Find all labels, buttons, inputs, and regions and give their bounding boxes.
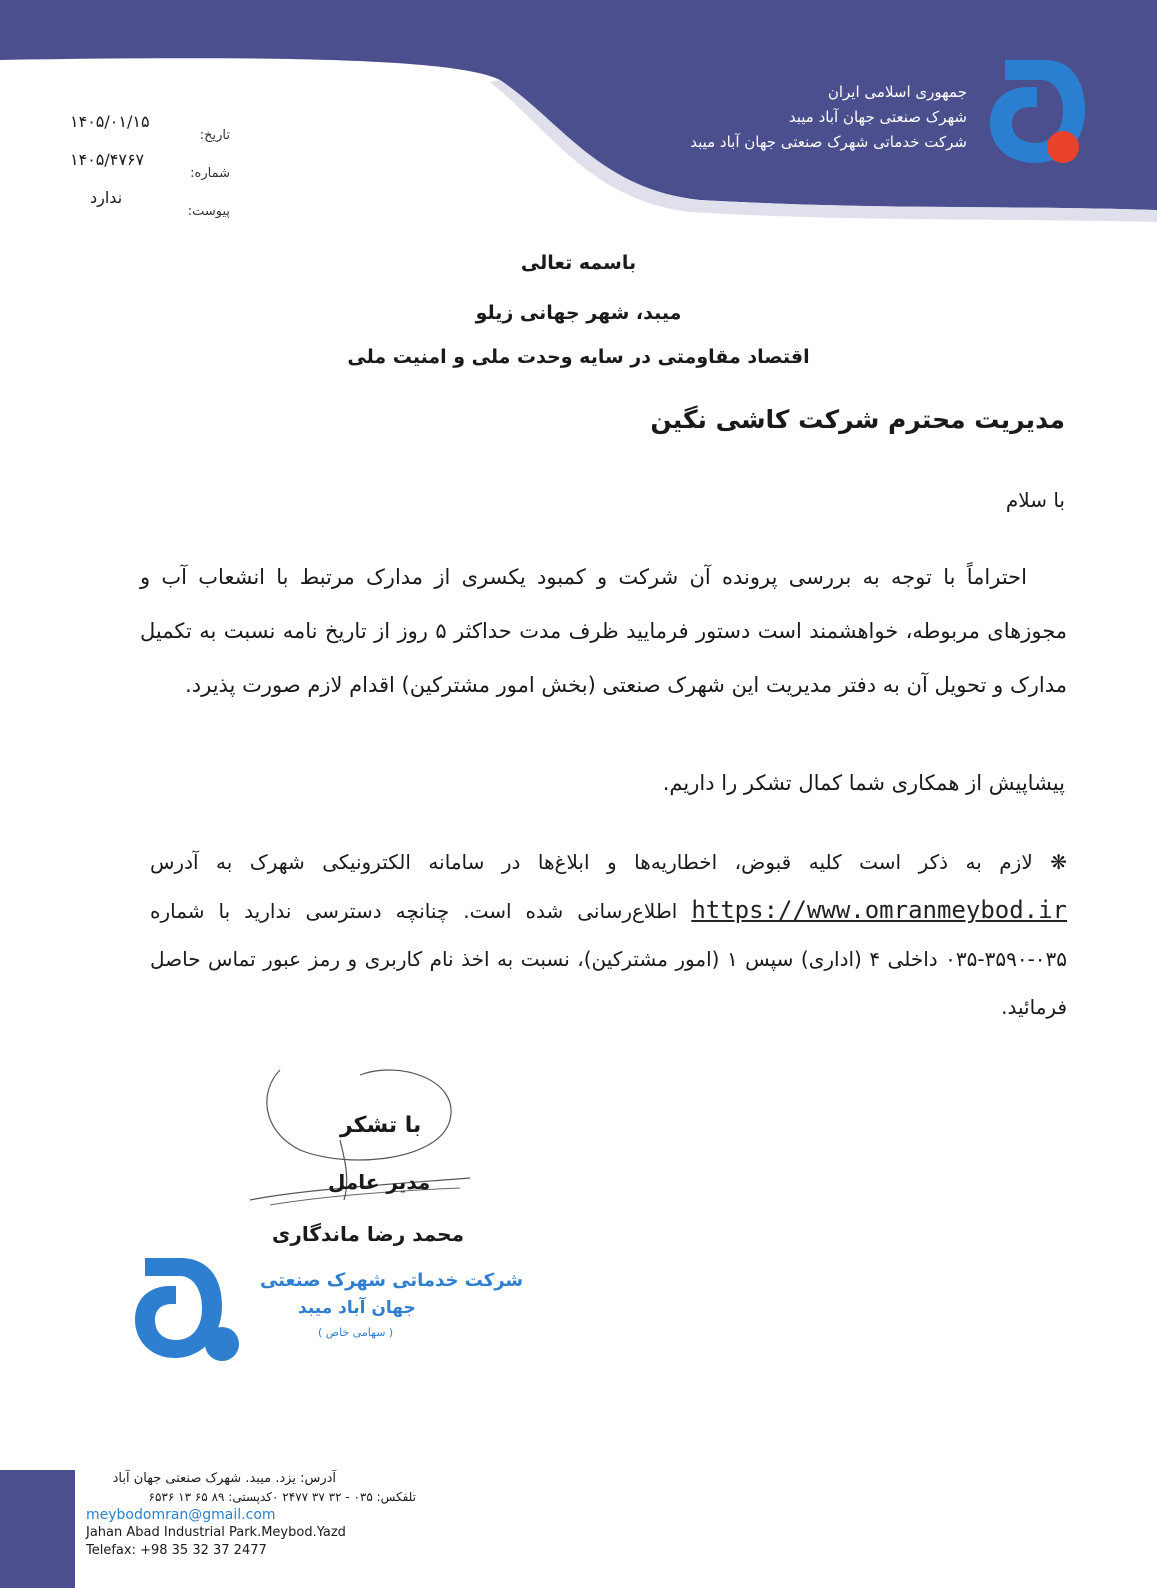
note-paragraph bbox=[150, 838, 1067, 1031]
attachment-value: ندارد bbox=[90, 188, 123, 207]
org-line-2: شهرک صنعتی جهان آباد میبد bbox=[788, 108, 967, 126]
footer-band bbox=[0, 1470, 75, 1588]
thanks-line: پیشاپیش از همکاری شما کمال تشکر را داریم. bbox=[662, 771, 1065, 795]
heading-year-slogan: اقتصاد مقاومتی در سایه وحدت ملی و امنیت ملی bbox=[347, 346, 810, 368]
footer-contact bbox=[86, 1470, 486, 1560]
footer-address: آدرس: یزد. میبد. شهرک صنعتی جهان آباد bbox=[112, 1471, 336, 1486]
footer-telefax: Telefax: +98 35 32 37 2477 bbox=[86, 1543, 267, 1558]
main-paragraph: احتراماً با توجه به بررسی پرونده آن شرکت و کمبود یکسری از مدارک مرتبط با انشعاب آب و مجوزهای مربوطه، خواهشمند است دستور فرمایید ظرف مدت حداکثر ۵ روز از تاریخ نامه نسبت به تکمیل مدارک و تحویل آن به دفتر مدیریت این شهرک صنعتی (بخش امور مشترکین) اقدام لازم صورت پذیرد. bbox=[140, 565, 1067, 697]
org-line-3: شرکت خدماتی شهرک صنعتی جهان آباد میبد bbox=[690, 133, 967, 151]
org-line-1: جمهوری اسلامی ایران bbox=[827, 83, 967, 101]
meta-date bbox=[60, 112, 230, 150]
heading-city-slogan: میبد، شهر جهانی زیلو bbox=[475, 302, 682, 324]
note-part-2: اطلاع‌رسانی شده است. چنانچه دسترسی ندارید با شماره ۰۳۵-۳۵۹۰-۰۳۵ داخلی ۴ (اداری) سپس ۱ (امور مشترکین)، نسبت به اخذ نام کاربری و رمز عبور تماس حاصل فرمائید. bbox=[150, 899, 1068, 1019]
website-link[interactable]: https://www.omranmeybod.ir bbox=[691, 896, 1068, 924]
number-label: شماره: bbox=[190, 166, 230, 181]
signer-title: مدیر عامل bbox=[328, 1170, 431, 1194]
meta-attachment bbox=[60, 188, 230, 226]
organization-title bbox=[690, 80, 967, 155]
date-label: تاریخ: bbox=[199, 128, 230, 143]
addressee: مدیریت محترم شرکت کاشی نگین bbox=[650, 405, 1065, 434]
note-part-1: ❋ لازم به ذکر است کلیه قبوض، اخطاریه‌ها و ابلاغ‌ها در سامانه الکترونیکی شهرک به آدرس bbox=[150, 850, 1067, 874]
attachment-label: پیوست: bbox=[187, 204, 230, 219]
handwritten-signature bbox=[240, 1050, 480, 1230]
date-value: ۱۴۰۵/۰۱/۱۵ bbox=[70, 112, 150, 131]
stamp-line-2: جهان آباد میبد bbox=[298, 1298, 416, 1318]
number-value: ۱۴۰۵/۴۷۶۷ bbox=[70, 150, 145, 169]
footer-phone: تلفکس: ۰۳۵ - ۳۲ ۳۷ ۲۴۷۷ ۰کدپستی: ۸۹ ۶۵ ۱۳ ۶۵۳۶ bbox=[148, 1490, 416, 1504]
letter-meta bbox=[60, 112, 230, 226]
signer-name: محمد رضا ماندگاری bbox=[272, 1222, 464, 1246]
closing-thanks: با تشکر bbox=[340, 1113, 422, 1138]
footer-email[interactable]: meybodomran@gmail.com bbox=[86, 1507, 276, 1523]
stamp-line-3: ( سهامی خاص ) bbox=[318, 1326, 394, 1339]
greeting: با سلام bbox=[1005, 488, 1065, 512]
stamp-line-1: شرکت خدماتی شهرک صنعتی bbox=[260, 1270, 524, 1291]
heading-basmeh: باسمه تعالی bbox=[520, 252, 637, 274]
meta-number bbox=[60, 150, 230, 188]
company-logo bbox=[985, 55, 1095, 175]
footer-english-address: Jahan Abad Industrial Park.Meybod.Yazd bbox=[86, 1525, 346, 1540]
